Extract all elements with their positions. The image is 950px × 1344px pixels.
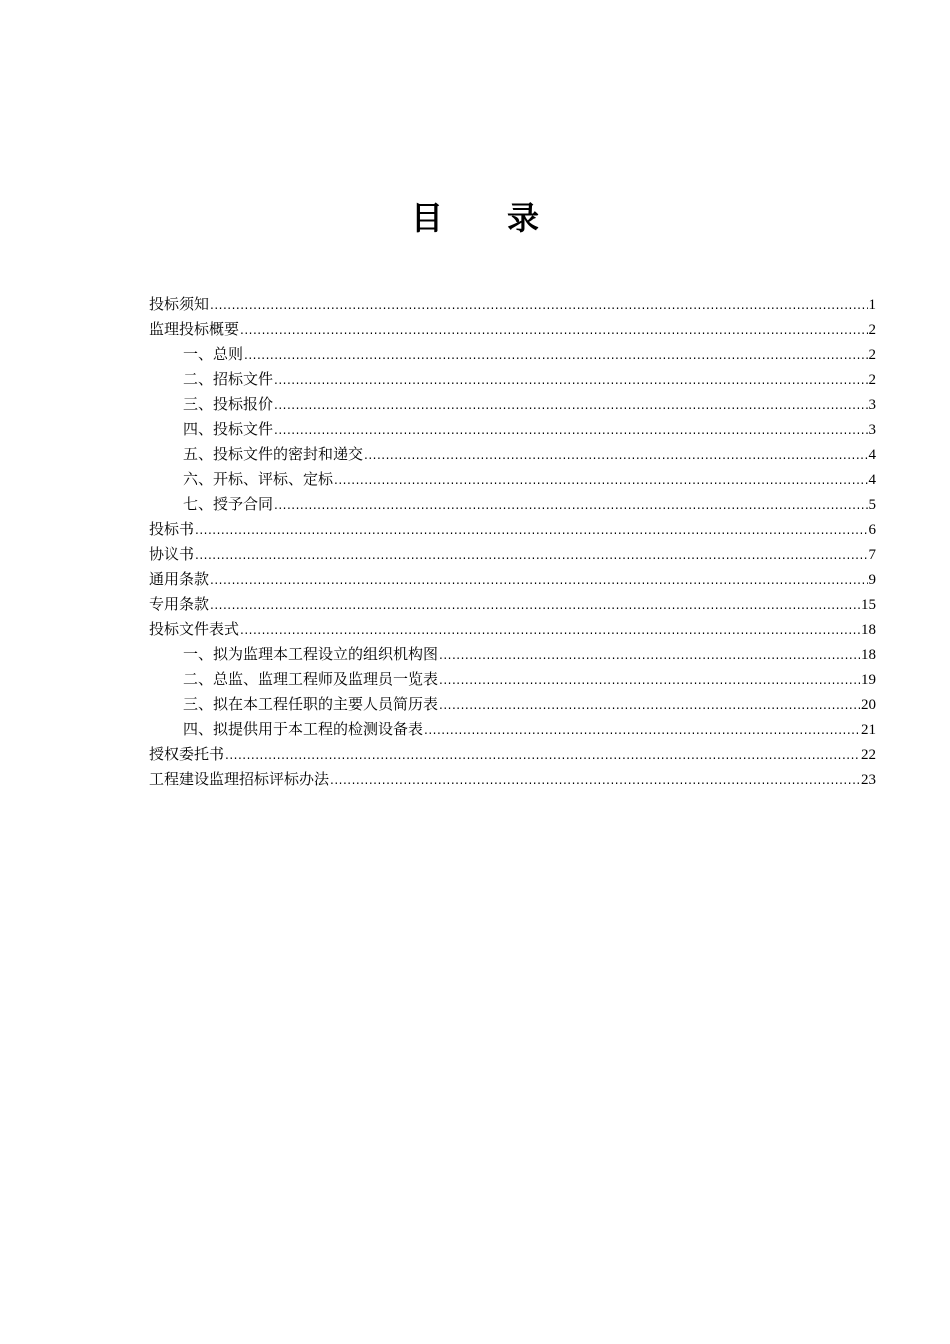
toc-entry[interactable] [149,367,876,392]
toc-entry[interactable] [149,567,876,592]
toc-entry-label: 协议书 [149,545,195,563]
toc-entry-page-number: 5 [868,497,876,513]
table-of-contents [149,292,876,792]
toc-entry[interactable] [149,442,876,467]
toc-entry[interactable] [149,617,876,642]
toc-dot-leader [210,592,860,618]
toc-entry-page-number: 18 [861,622,876,638]
toc-entry[interactable] [149,542,876,567]
toc-entry[interactable] [149,292,876,317]
toc-dot-leader [439,667,860,693]
toc-dot-leader [195,542,867,568]
toc-entry-label: 二、总监、监理工程师及监理员一览表 [183,670,439,688]
toc-entry-label: 五、投标文件的密封和递交 [183,445,364,463]
toc-entry-label: 一、拟为监理本工程设立的组织机构图 [183,645,439,663]
toc-entry-label: 二、招标文件 [183,370,274,388]
toc-dot-leader [274,392,867,418]
toc-entry-page-number: 15 [861,597,876,613]
toc-entry[interactable] [149,492,876,517]
toc-entry-label: 一、总则 [183,345,244,363]
toc-entry-label: 专用条款 [149,595,210,613]
toc-entry-page-number: 4 [868,447,876,463]
toc-dot-leader [195,517,867,543]
toc-entry[interactable] [149,767,876,792]
toc-entry[interactable] [149,467,876,492]
toc-dot-leader [439,642,860,668]
toc-entry-label: 六、开标、评标、定标 [183,470,334,488]
toc-dot-leader [330,767,860,793]
toc-entry[interactable] [149,417,876,442]
toc-entry-label: 监理投标概要 [149,320,240,338]
toc-entry-label: 投标须知 [149,295,210,313]
toc-entry[interactable] [149,342,876,367]
toc-dot-leader [240,317,867,343]
toc-entry-label: 四、投标文件 [183,420,274,438]
toc-entry-page-number: 3 [868,397,876,413]
toc-entry-page-number: 20 [861,697,876,713]
toc-entry[interactable] [149,742,876,767]
toc-entry[interactable] [149,692,876,717]
toc-entry-label: 四、拟提供用于本工程的检测设备表 [183,720,424,738]
toc-entry-page-number: 19 [861,672,876,688]
toc-entry-page-number: 1 [868,297,876,313]
toc-entry[interactable] [149,592,876,617]
toc-entry-label: 三、投标报价 [183,395,274,413]
toc-entry[interactable] [149,317,876,342]
toc-entry-page-number: 21 [861,722,876,738]
toc-entry-page-number: 23 [861,772,876,788]
toc-dot-leader [439,692,860,718]
page-title: 目录 [410,199,603,237]
toc-entry-label: 七、授予合同 [183,495,274,513]
toc-dot-leader [244,342,867,368]
toc-entry[interactable] [149,642,876,667]
toc-dot-leader [274,492,867,518]
toc-dot-leader [225,742,860,768]
toc-entry-page-number: 6 [868,522,876,538]
toc-dot-leader [274,417,867,443]
toc-entry-page-number: 18 [861,647,876,663]
toc-dot-leader [240,617,860,643]
toc-entry-page-number: 9 [868,572,876,588]
toc-entry[interactable] [149,667,876,692]
toc-entry-page-number: 4 [868,472,876,488]
toc-dot-leader [210,567,867,593]
toc-entry[interactable] [149,717,876,742]
toc-entry-page-number: 22 [861,747,876,763]
toc-entry-page-number: 2 [868,322,876,338]
toc-dot-leader [334,467,867,493]
toc-entry-page-number: 2 [868,372,876,388]
toc-entry-label: 工程建设监理招标评标办法 [149,770,330,788]
toc-entry-page-number: 3 [868,422,876,438]
toc-entry[interactable] [149,517,876,542]
toc-entry-label: 通用条款 [149,570,210,588]
toc-dot-leader [210,292,867,318]
toc-dot-leader [274,367,867,393]
toc-entry[interactable] [149,392,876,417]
toc-entry-label: 投标书 [149,520,195,538]
toc-entry-page-number: 2 [868,347,876,363]
toc-entry-label: 授权委托书 [149,745,225,763]
toc-dot-leader [424,717,860,743]
toc-dot-leader [364,442,867,468]
toc-entry-label: 投标文件表式 [149,620,240,638]
toc-entry-label: 三、拟在本工程任职的主要人员简历表 [183,695,439,713]
toc-entry-page-number: 7 [868,547,876,563]
